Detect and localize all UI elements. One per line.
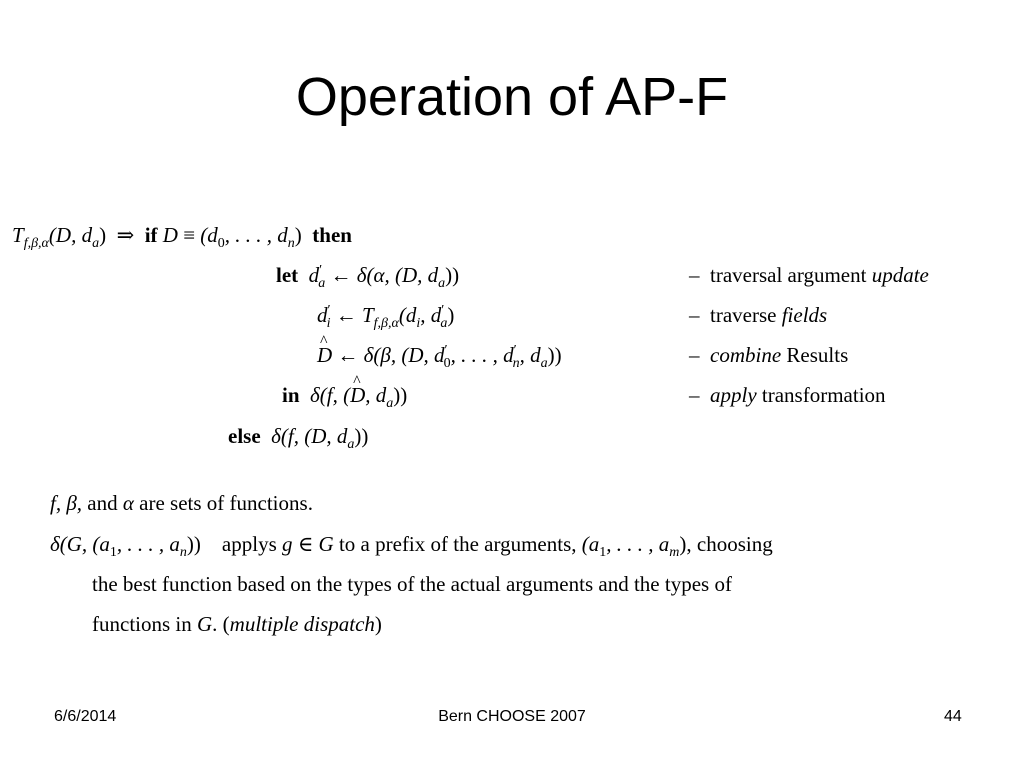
desc-choosing: choosing [691, 532, 773, 556]
line3-rhs: ← T [330, 303, 374, 327]
desc-mid: , . . . , a [116, 532, 180, 556]
note-text: traverse [710, 303, 782, 327]
line2-sub: a [318, 276, 326, 291]
line4-close: )) [547, 343, 562, 367]
prime-mark: ′ [444, 343, 448, 358]
desc-sub-1: 1 [109, 545, 117, 560]
implies-arrow: ⇒ [116, 223, 135, 247]
cond-close: ) [294, 223, 302, 247]
desc-rest: are sets of functions. [133, 491, 313, 515]
line4-sub-0: 0 [443, 356, 451, 371]
definition-line-5 [282, 381, 407, 409]
footer-date: 6/6/2014 [54, 708, 117, 725]
note-update [689, 261, 929, 289]
desc-args-close: ), [679, 532, 692, 556]
desc-sub-n: n [179, 545, 187, 560]
slide-title: Operation of AP-F [295, 67, 729, 127]
line3-T-sub: f,β,α [373, 316, 399, 331]
footer-page-number: 44 [944, 708, 962, 725]
line3-close: ) [447, 303, 455, 327]
note-fields [689, 301, 827, 329]
prime-mark: ′ [319, 263, 323, 278]
desc-line-1 [50, 489, 313, 517]
desc-line-4 [92, 610, 382, 638]
desc-close: )) [186, 532, 201, 556]
line2-lhs: d [308, 263, 320, 287]
lhs-function: T [12, 223, 24, 247]
line4-end: , d [519, 343, 541, 367]
line3-args: (d [398, 303, 417, 327]
line6-sub: a [347, 437, 355, 452]
cond-mid: , . . . , d [224, 223, 288, 247]
prime-mark: ′ [441, 303, 445, 318]
cond-sub-0: 0 [217, 236, 225, 251]
desc-and: and [82, 491, 123, 515]
desc-args: (a [581, 532, 600, 556]
cond-sub-n: n [287, 236, 295, 251]
line5-sub: a [386, 396, 394, 411]
note-dash: – [689, 383, 700, 407]
desc-line-2 [50, 530, 773, 558]
definition-line-6 [228, 422, 368, 450]
lhs-close: ) [99, 223, 107, 247]
desc-multiple-dispatch: multiple dispatch [229, 612, 375, 636]
line6-expr: δ(f, (D, d [271, 424, 348, 448]
note-emphasis: combine [710, 343, 782, 367]
line5-D-hat: ^ D [350, 381, 365, 409]
else-keyword: else [228, 424, 261, 448]
let-keyword: let [276, 263, 299, 287]
note-emphasis: update [871, 263, 929, 287]
line5-expr: δ(f, ( [310, 383, 351, 407]
note-emphasis: apply [710, 383, 757, 407]
definition-line-2 [276, 261, 459, 289]
note-text-post: transformation [756, 383, 886, 407]
definition-line-4 [317, 341, 562, 369]
line3-args-sub: i [416, 316, 421, 331]
desc-delta-expr: δ(G, (a [50, 532, 110, 556]
desc-alpha: α [122, 491, 134, 515]
line4-rhs: ← δ(β, (D, d [332, 343, 445, 367]
desc-dot: . ( [212, 612, 230, 636]
line5-mid: , d [365, 383, 387, 407]
line3-lhs: d [317, 303, 328, 327]
footer-center: Bern CHOOSE 2007 [438, 708, 586, 725]
then-keyword: then [312, 223, 352, 247]
note-apply [689, 381, 886, 409]
equiv-symbol: ≡ [183, 223, 196, 247]
desc-args-mid: , . . . , a [606, 532, 670, 556]
lhs-subscript: f,β,α [23, 236, 49, 251]
desc-args-sub-m: m [669, 545, 680, 560]
lhs-args-subscript: a [92, 236, 100, 251]
cond-open: (d [200, 223, 218, 247]
line4-sub-n: n [512, 356, 520, 371]
desc-G: G [197, 612, 213, 636]
note-text: traversal argument [710, 263, 872, 287]
line3-args2: , d [420, 303, 442, 327]
line6-close: )) [354, 424, 369, 448]
in-keyword: in [282, 383, 300, 407]
note-dash: – [689, 263, 700, 287]
definition-line-3 [317, 301, 454, 329]
line3-sub: i [326, 316, 331, 331]
line2-rhs-sub: a [438, 276, 446, 291]
prime-mark: ′ [513, 343, 517, 358]
line3-args2-sub: a [440, 316, 448, 331]
note-text-post: Results [781, 343, 849, 367]
desc-prefix: to a prefix of the arguments, [333, 532, 582, 556]
desc-functions-in: functions in [92, 612, 197, 636]
desc-args-sub-1: 1 [599, 545, 607, 560]
lhs-args: (D, d [48, 223, 93, 247]
note-dash: – [689, 303, 700, 327]
prime-mark: ′ [327, 303, 331, 318]
line4-end-sub: a [540, 356, 548, 371]
cond-D: D [162, 223, 178, 247]
if-keyword: if [144, 223, 158, 247]
desc-line-3: the best function based on the types of the actual arguments and the types of [92, 572, 732, 596]
line2-close: )) [445, 263, 460, 287]
note-emphasis: fields [781, 303, 828, 327]
line4-D-hat: ^ D [317, 341, 332, 369]
note-dash: – [689, 343, 700, 367]
line2-rhs: ← δ(α, (D, d [325, 263, 439, 287]
note-combine [689, 341, 848, 369]
desc-applys: applys [221, 532, 282, 556]
definition-line-1 [12, 221, 352, 249]
desc-vars: f, β, [50, 491, 83, 515]
desc-g-in-G: g ∈ G [282, 532, 334, 556]
line4-mid: , . . . , d [450, 343, 514, 367]
desc-close-paren: ) [374, 612, 382, 636]
line5-close: )) [393, 383, 408, 407]
